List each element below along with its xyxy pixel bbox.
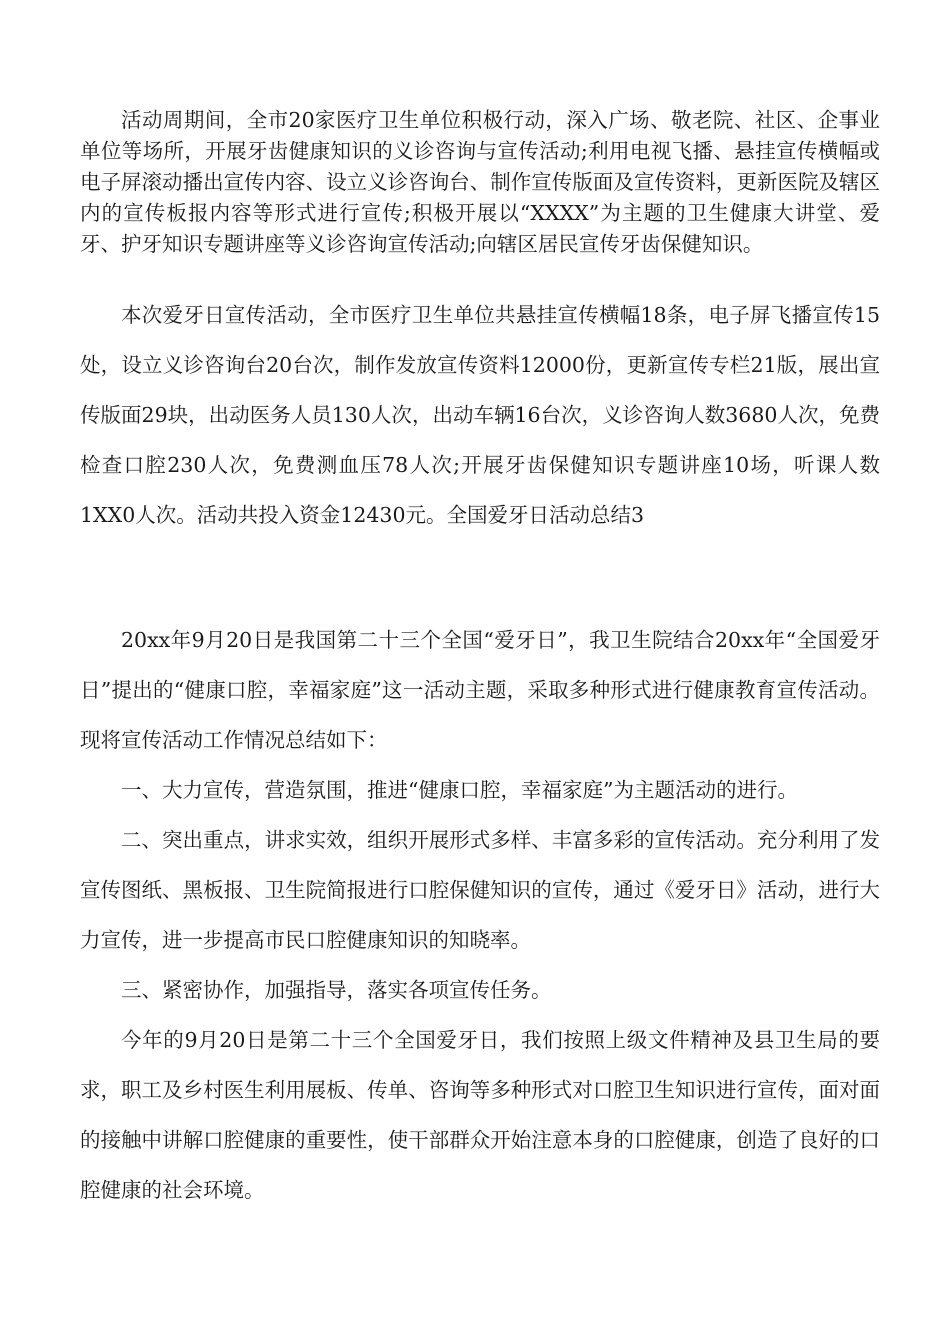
paragraph-conclusion: 今年的9月20日是第二十三个全国爱牙日，我们按照上级文件精神及县卫生局的要求，职工及乡村医生利用展板、传单、咨询等多种形式对口腔卫生知识进行宣传，面对面的接触中讲解口腔健康的重要性，使干部群众开始注意本身的口腔健康，创造了良好的口腔健康的社会环境。 — [80, 1028, 880, 1202]
paragraph-intro: 20xx年9月20日是我国第二十三个全国“爱牙日”，我卫生院结合20xx年“全国爱牙日”提出的“健康口腔，幸福家庭”这一活动主题，采取多种形式进行健康教育宣传活动。现将宣传活动工作情况总结如下： — [80, 628, 880, 752]
paragraph-statistics: 本次爱牙日宣传活动，全市医疗卫生单位共悬挂宣传横幅18条，电子屏飞播宣传15处，设立义诊咨询台20台次，制作发放宣传资料12000份，更新宣传专栏21版，展出宣传版面29块，出动医务人员130人次，出动车辆16台次，义诊咨询人数3680人次，免费检查口腔230人次，免费测血压78人次;开展牙齿保健知识专题讲座10场，听课人数1XX0人次。活动共投入资金12430元。全国爱牙日活动总结3 — [80, 303, 880, 527]
paragraph-activity-week: 活动周期间，全市20家医疗卫生单位积极行动，深入广场、敬老院、社区、企事业单位等场所，开展牙齿健康知识的义诊咨询与宣传活动;利用电视飞播、悬挂宣传横幅或电子屏滚动播出宣传内容、设立义诊咨询台、制作宣传版面及宣传资料，更新医院及辖区内的宣传板报内容等形式进行宣传;积极开展以“XXXX”为主题的卫生健康大讲堂、爱牙、护牙知识专题讲座等义诊咨询宣传活动;向辖区居民宣传牙齿保健知识。 — [80, 108, 880, 256]
paragraph-point-three: 三、紧密协作，加强指导，落实各项宣传任务。 — [121, 978, 552, 1002]
paragraph-point-two: 二、突出重点，讲求实效，组织开展形式多样、丰富多彩的宣传活动。充分利用了发宣传图纸、黑板报、卫生院简报进行口腔保健知识的宣传，通过《爱牙日》活动，进行大力宣传，进一步提高市民口腔健康知识的知晓率。 — [80, 828, 880, 952]
paragraph-point-one: 一、大力宣传，营造氛围，推进“健康口腔，幸福家庭”为主题活动的进行。 — [121, 778, 798, 802]
